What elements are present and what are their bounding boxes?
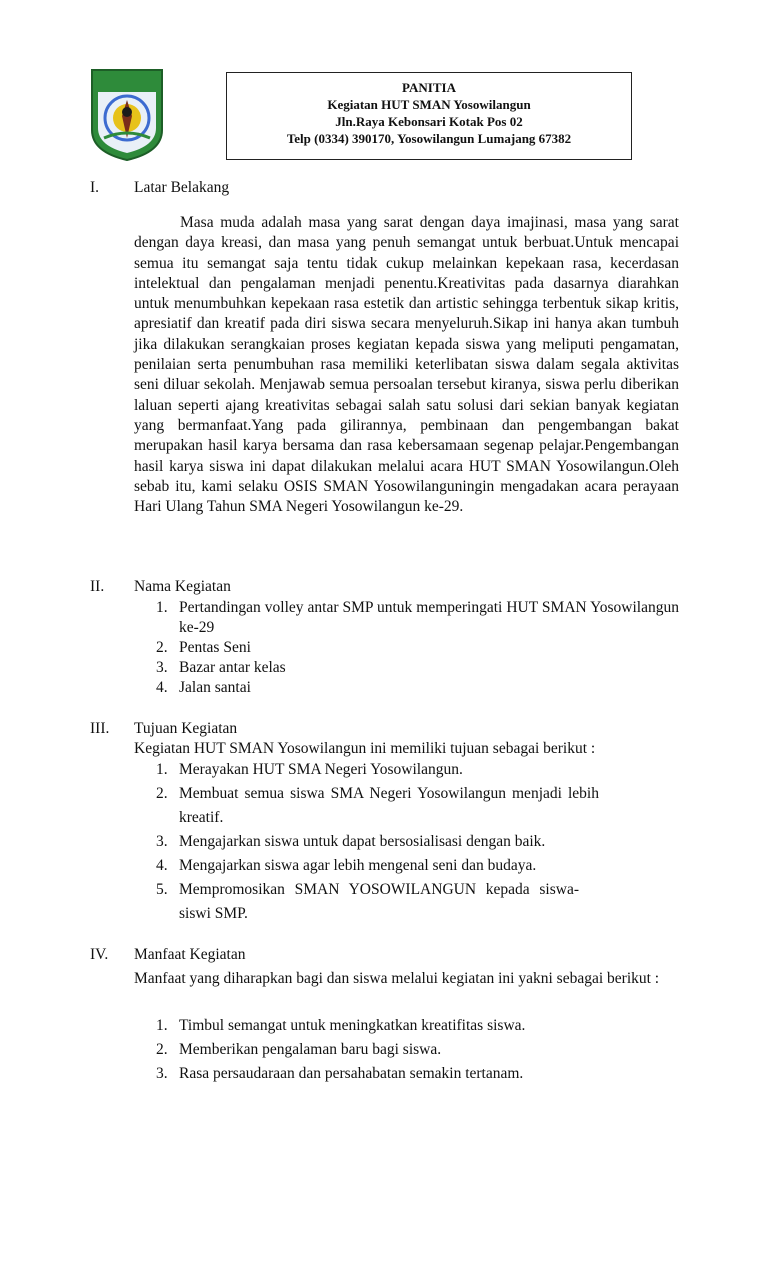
- list-item-text: Rasa persaudaraan dan persahabatan semakin tertanam.: [179, 1065, 524, 1082]
- list-item-number: 5.: [156, 881, 168, 898]
- list-item-number: 2.: [156, 1041, 168, 1058]
- list-item-text: Bazar antar kelas: [179, 659, 286, 676]
- list-item-number: 1.: [156, 1017, 168, 1034]
- section-title: Latar Belakang: [134, 179, 230, 196]
- letterhead-title: PANITIA: [402, 80, 456, 95]
- list-item: [134, 658, 679, 678]
- list-item: [134, 598, 679, 638]
- list-item-number: 2.: [156, 785, 168, 802]
- school-logo: [90, 68, 164, 162]
- letterhead-event: Kegiatan HUT SMAN Yosowilangun: [327, 97, 531, 112]
- list-item-text: Memberikan pengalaman baru bagi siswa.: [179, 1041, 442, 1058]
- list-item-text: Pertandingan volley antar SMP untuk memperingati HUT SMAN Yosowilangun ke-29: [179, 599, 679, 636]
- letterhead-phone: Telp (0334) 390170, Yosowilangun Lumajang 67382: [286, 131, 572, 146]
- list-item-text: Mengajarkan siswa untuk dapat bersosialisasi dengan baik.: [179, 833, 546, 850]
- section-title: Tujuan Kegiatan: [134, 720, 238, 737]
- list-item: [134, 678, 679, 698]
- list-item: [134, 854, 679, 878]
- section-title: Manfaat Kegiatan: [134, 946, 246, 963]
- list-item: [134, 638, 679, 658]
- section-number: I.: [90, 179, 100, 196]
- list-item-text: Membuat semua siswa SMA Negeri Yosowilangun menjadi lebih kreatif.: [179, 785, 599, 826]
- list-item-text: Mengajarkan siswa agar lebih mengenal seni dan budaya.: [179, 857, 537, 874]
- section-paragraph: Masa muda adalah masa yang sarat dengan daya imajinasi, masa yang sarat dengan daya kreasi, dan masa yang penuh semangat untuk berbuat.Untuk mencapai semua itu semangat saja tentu tidak cukup melainkan kepekaan rasa, kecerdasan intelektual dan pengalaman menjadi penentu.Kreativitas pada dasarnya diarahkan untuk menumbuhkan kepekaan rasa estetik dan artistic sehingga terbentuk sikap kritis, apresiatif dan kreatif pada diri siswa secara menyeluruh.Sikap ini hanya akan tumbuh jika dilakukan serangkaian proses kegiatan kepada siswa yang meliputi pengamatan, penilaian serta penumbuhan rasa memiliki keterlibatan siswa dalam segala aktivitas seni diluar sekolah. Menjawab semua persoalan tersebut kiranya, siswa perlu diberikan laluan seperti ajang kreativitas sebagai salah satu solusi dari sekian banyak kegiatan yang bermanfaat.Yang pada gilirannya, pembinaan dan pengembangan bakat merupakan hasil karya bersama dan rasa kebersamaan segenap pelajar.Pengembangan hasil karya siswa ini dapat dilakukan melalui acara HUT SMAN Yosowilangun.Oleh sebab itu, kami selaku OSIS SMAN Yosowilanguningin mengadakan acara perayaan Hari Ulang Tahun SMA Negeri Yosowilangun ke-29.: [134, 214, 679, 516]
- list-item-text: Mempromosikan SMAN YOSOWILANGUN kepada siswa-siswi SMP.: [179, 881, 579, 922]
- list-item-number: 3.: [156, 659, 168, 676]
- list-item-text: Timbul semangat untuk meningkatkan kreatifitas siswa.: [179, 1017, 526, 1034]
- list-item-number: 1.: [156, 599, 168, 616]
- letterhead-box: [226, 72, 632, 160]
- list-item-number: 3.: [156, 833, 168, 850]
- list-item-text: Merayakan HUT SMA Negeri Yosowilangun.: [179, 761, 463, 778]
- activity-list: [134, 598, 679, 698]
- section-title: Nama Kegiatan: [134, 578, 231, 595]
- list-item-number: 3.: [156, 1065, 168, 1082]
- list-item: [134, 1014, 679, 1038]
- list-item-number: 4.: [156, 679, 168, 696]
- list-item-number: 1.: [156, 761, 168, 778]
- section-number: IV.: [90, 946, 109, 963]
- list-item: [134, 758, 679, 782]
- list-item-number: 4.: [156, 857, 168, 874]
- list-item: [134, 830, 679, 854]
- list-item-text: Jalan santai: [179, 679, 251, 696]
- section-number: II.: [90, 578, 105, 595]
- section-intro: Manfaat yang diharapkan bagi dan siswa melalui kegiatan ini yakni sebagai berikut :: [134, 970, 660, 987]
- list-item: [134, 1062, 679, 1086]
- section-intro: Kegiatan HUT SMAN Yosowilangun ini memiliki tujuan sebagai berikut :: [134, 740, 596, 757]
- list-item: [134, 878, 679, 926]
- list-item: [134, 782, 679, 830]
- list-item-text: Pentas Seni: [179, 639, 251, 656]
- list-item: [134, 1038, 679, 1062]
- section-number: III.: [90, 720, 110, 737]
- list-item-number: 2.: [156, 639, 168, 656]
- objective-list: [134, 758, 679, 926]
- benefit-list: [134, 1014, 679, 1086]
- letterhead-address: Jln.Raya Kebonsari Kotak Pos 02: [335, 114, 523, 129]
